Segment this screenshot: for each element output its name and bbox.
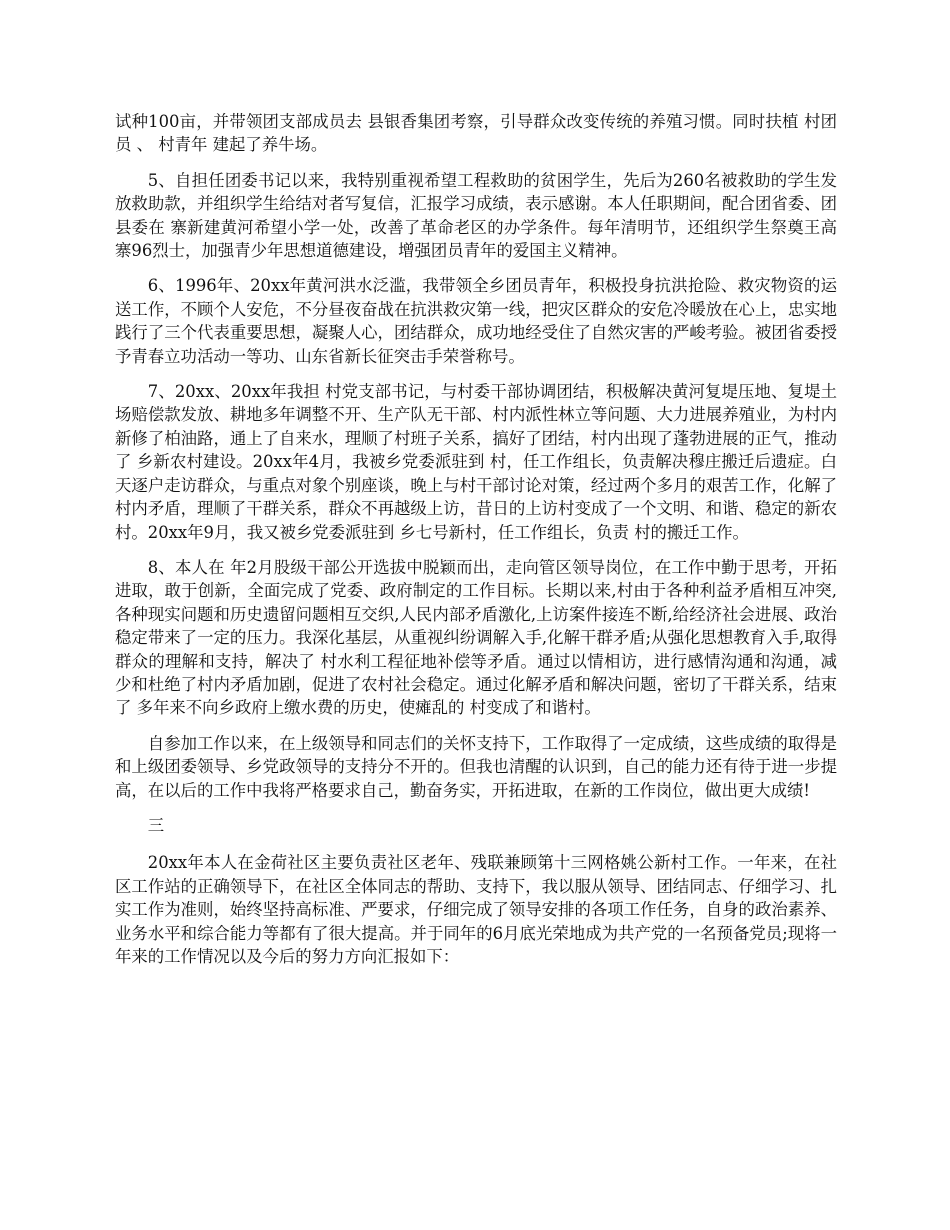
paragraph-conclusion: 自参加工作以来，在上级领导和同志们的关怀支持下，工作取得了一定成绩，这些成绩的取得是和上级团委领导、乡党政领导的支持分不开的。但我也清醒的认识到，自己的能力还有待于进一步提高，在以后的工作中我将严格要求自己，勤奋务实，开拓进取，在新的工作岗位，做出更大成绩!	[115, 733, 837, 800]
section-heading-three: 三	[147, 815, 165, 835]
paragraph-item-6: 6、1996年、20xx年黄河洪水泛滥，我带领全乡团员青年，积极投身抗洪抢险、救灾物资的运送工作，不顾个人安危，不分昼夜奋战在抗洪救灾第一线，把灾区群众的安危冷暖放在心上，忠实地践行了三个代表重要思想，凝聚人心，团结群众，成功地经受住了自然灾害的严峻考验。被团省委授予青春立功活动一等功、山东省新长征突击手荣誉称号。	[115, 276, 837, 366]
document-page	[115, 110, 837, 980]
paragraph-item-8: 8、本人在 年2月股级干部公开选拔中脱颖而出，走向管区领导岗位，在工作中勤于思考，开拓进取，敢于创新，全面完成了党委、政府制定的工作目标。长期以来,村由于各种利益矛盾相互冲突,各种现实问题和历史遗留问题相互交织,人民内部矛盾激化,上访案件接连不断,给经济社会进展、政治稳定带来了一定的压力。我深化基层，从重视纠纷调解入手,化解干群矛盾;从强化思想教育入手,取得群众的理解和支持，解决了 村水利工程征地补偿等矛盾。通过以情相访，进行感情沟通和沟通，减少和杜绝了村内矛盾加剧，促进了农村社会稳定。通过化解矛盾和解决问题，密切了干群关系，结束了 多年来不向乡政府上缴水费的历史，使瘫乱的 村变成了和谐村。	[115, 557, 837, 718]
paragraph-item-5: 5、自担任团委书记以来，我特别重视希望工程救助的贫困学生，先后为260名被救助的学生发放救助款，并组织学生给结对者写复信，汇报学习成绩，表示感谢。本人任职期间，配合团省委、团县委在 寨新建黄河希望小学一处，改善了革命老区的办学条件。每年清明节，还组织学生祭奠王高寨96烈士，加强青少年思想道德建设，增强团员青年的爱国主义精神。	[115, 170, 837, 261]
paragraph-section-three-intro: 20xx年本人在金荷社区主要负责社区老年、残联兼顾第十三网格姚公新村工作。一年来，在社区工作站的正确领导下，在社区全体同志的帮助、支持下，我以服从领导、团结同志、仔细学习、扎实工作为准则，始终坚持高标准、严要求，仔细完成了领导安排的各项工作任务，自身的政治素养、业务水平和综合能力等都有了很大提高。并于同年的6月底光荣地成为共产党的一名预备党员;现将一年来的工作情况以及今后的努力方向汇报如下：	[115, 853, 837, 966]
paragraph-item-7: 7、20xx、20xx年我担 村党支部书记，与村委干部协调团结，积极解决黄河复堤压地、复堤土场赔偿款发放、耕地多年调整不开、生产队无干部、村内派性林立等问题、大力进展养殖业，为村内新修了柏油路，通上了自来水，理顺了村班子关系，搞好了团结，村内出现了蓬勃进展的正气，推动了 乡新农村建设。20xx年4月，我被乡党委派驻到 村，任工作组长，负责解决穆庄搬迁后遗症。白天逐户走访群众，与重点对象个别座谈，晚上与村干部讨论对策，经过两个多月的艰苦工作，化解了村内矛盾，理顺了干群关系，群众不再越级上访，昔日的上访村变成了一个文明、和谐、稳定的新农村。20xx年9月，我又被乡党委派驻到 乡七号新村，任工作组长，负责 村的搬迁工作。	[115, 382, 837, 542]
paragraph-continuation: 试种100亩，并带领团支部成员去 县银香集团考察，引导群众改变传统的养殖习惯。同时扶植 村团员 、 村青年 建起了养牛场。	[115, 112, 837, 155]
